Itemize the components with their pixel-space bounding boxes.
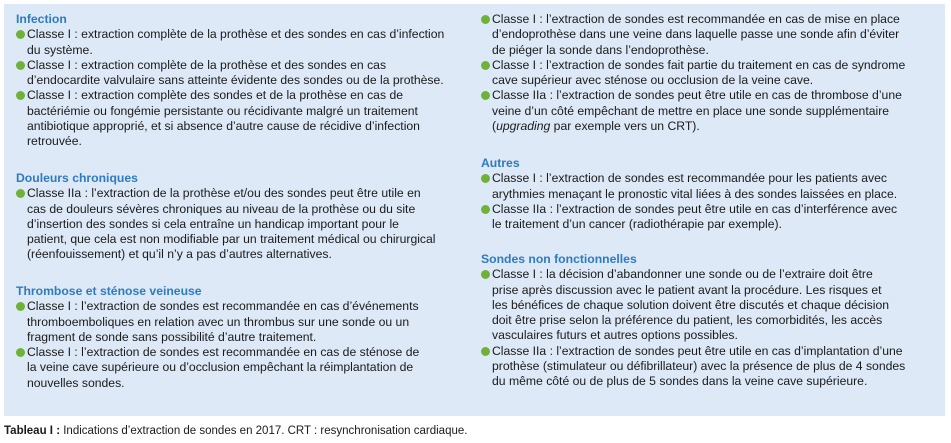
- bullet-icon: [481, 91, 490, 100]
- section-autres: [481, 156, 936, 232]
- list-item: Classe I : extraction complète des sondes et de la prothèse en cas de bactériémie ou fongémie persistante ou récidivante malgré un traitement antibiotique approprié, et si absence d’autre cause de récidive d’infection retrouvée.: [16, 88, 456, 149]
- list-item: Classe IIa : l’extraction de la prothèse et/ou des sondes peut être utile en cas de douleurs sévères chroniques au niveau de la prothèse ou du site d’insertion des sondes si cela entraîne un handicap important pour le patient, que cela est non modifiable par un traitement médical ou chirurgical (réenfouissement) et qu’il n’y a pas d’autres alternatives.: [16, 186, 456, 262]
- list-item: Classe I : l’extraction de sondes est recommandée pour les patients avec arythmies menaçant le pronostic vital liées à des sondes laissées en place.: [481, 171, 936, 202]
- section-title: Thrombose et sténose veineuse: [16, 284, 202, 298]
- caption-text: Indications d’extraction de sondes en 2017. CRT : resynchronisation cardiaque.: [60, 425, 468, 437]
- bullet-icon: [16, 30, 25, 39]
- section-sondes-non-fonctionnelles: [481, 252, 936, 390]
- list-item: Classe I : la décision d’abandonner une sonde ou de l’extraire doit être prise après discussion avec le patient avant la procédure. Les risques et les bénéfices de chaque solution doivent être discutés et chaque décision doit être prise selon la préférence du patient, les comorbidités, les accès vasculaires futurs et autres options possibles.: [481, 267, 936, 343]
- list-item: Classe I : l’extraction de sondes fait partie du traitement en cas de syndrome cave supérieur avec sténose ou occlusion de la veine cave.: [481, 58, 936, 89]
- list-item: Classe I : extraction complète de la prothèse et des sondes en cas d’infection du système.: [16, 27, 456, 58]
- bullet-icon: [481, 205, 490, 214]
- bullet-icon: [481, 270, 490, 279]
- section-infection: [16, 12, 456, 150]
- list-item: Classe IIa : l’extraction de sondes peut être utile en cas d’interférence avec le traitement d’un cancer (radiothérapie par exemple).: [481, 202, 936, 233]
- bullet-icon: [16, 61, 25, 70]
- bullet-icon: [16, 348, 25, 357]
- bullet-icon: [481, 347, 490, 356]
- list-item: Classe I : l’extraction de sondes est recommandée en cas de sténose de la veine cave supérieure ou d’occlusion empêchant la réimplantation de nouvelles sondes.: [16, 345, 456, 391]
- section-thrombose-stenose: [16, 284, 456, 391]
- bullet-icon: [16, 302, 25, 311]
- table-caption: [4, 424, 467, 438]
- bullet-icon: [16, 189, 25, 198]
- indications-table: [4, 4, 945, 416]
- section-title: Infection: [16, 12, 67, 26]
- bullet-icon: [481, 15, 490, 24]
- caption-label: Tableau I :: [4, 425, 61, 437]
- bullet-icon: [481, 61, 490, 70]
- section-title: Sondes non fonctionnelles: [481, 252, 637, 266]
- list-item: Classe I : extraction complète de la prothèse et des sondes en cas d’endocardite valvulaire sans atteinte évidente des sondes ou de la prothèse.: [16, 58, 456, 89]
- list-item: Classe IIa : l’extraction de sondes peut être utile en cas d’implantation d’une prothèse (stimulateur ou défibrillateur) avec la présence de plus de 4 sondes du même côté ou de plus de 5 sondes dans la veine cave supérieure.: [481, 344, 936, 390]
- section-title: Douleurs chroniques: [16, 171, 138, 185]
- section-continuation: [481, 12, 936, 134]
- bullet-icon: [481, 174, 490, 183]
- list-item: Classe I : l’extraction de sondes est recommandée en cas d’événements thromboemboliques en relation avec un thrombus sur une sonde ou un fragment de sonde sans possibilité d’autre traitement.: [16, 299, 456, 345]
- list-item: Classe I : l’extraction de sondes est recommandée en cas de mise en place d’endoprothèse dans une veine dans laquelle passe une sonde afin d’éviter de piéger la sonde dans l’endoprothèse.: [481, 12, 936, 58]
- section-title: Autres: [481, 156, 520, 170]
- bullet-icon: [16, 91, 25, 100]
- list-item: Classe IIa : l’extraction de sondes peut être utile en cas de thrombose d’une veine d’un côté empêchant de mettre en place une sonde supplémentaire (upgrading par exemple vers un CRT).: [481, 88, 936, 134]
- section-douleurs-chroniques: [16, 171, 456, 263]
